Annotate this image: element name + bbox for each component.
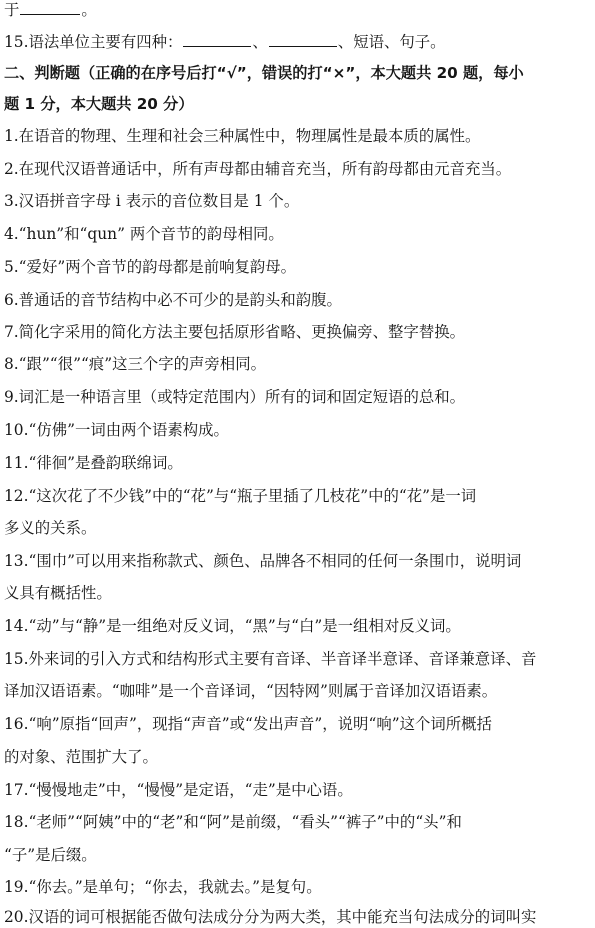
question-15: 15.外来词的引入方式和结构形式主要有音译、半音译半意译、音译兼意译、音 [4,650,537,668]
question-4: 4.“hun”和“qun” 两个音节的韵母相同。 [4,225,284,243]
question-13-cont: 义具有概括性。 [4,584,112,602]
question-12-cont: 多义的关系。 [4,519,97,537]
answer-blank[interactable] [183,31,251,47]
question-2: 2.在现代汉语普通话中，所有声母都由辅音充当，所有韵母都由元音充当。 [4,160,512,178]
section-heading-cont: 题 1 分，本大题共 20 分） [4,95,194,113]
question-1: 1.在语音的物理、生理和社会三种属性中，物理属性是最本质的属性。 [4,127,481,145]
question-15-tail: 、短语、句子。 [337,33,446,51]
question-16-cont: 的对象、范围扩大了。 [4,748,158,766]
prev-question-tail [4,0,592,21]
question-15-fill-in [4,31,592,53]
section-heading: 二、判断题（正确的在序号后打“√”，错误的打“×”，本大题共 20 题，每小 [4,64,524,82]
question-3: 3.汉语拼音字母 i 表示的音位数目是 1 个。 [4,192,300,210]
question-7: 7.简化字采用的简化方法主要包括原形省略、更换偏旁、整字替换。 [4,323,466,341]
question-13: 13.“围巾”可以用来指称款式、颜色、品牌各不相同的任何一条围巾，说明词 [4,552,522,570]
question-15-cont: 译加汉语语素。“咖啡”是一个音译词，“因特网”则属于音译加汉语语素。 [4,682,498,700]
question-20: 20.汉语的词可根据能否做句法成分分为两大类，其中能充当句法成分的词叫实 [4,908,537,926]
answer-blank[interactable] [269,31,337,47]
question-17: 17.“慢慢地走”中，“慢慢”是定语，“走”是中心语。 [4,781,353,799]
question-15-text: 15.语法单位主要有四种： [4,33,183,51]
prev-question-prefix: 于 [4,1,20,19]
prev-question-suffix: 。 [81,1,97,19]
question-18-cont: “子”是后缀。 [4,846,97,864]
question-6: 6.普通话的音节结构中必不可少的是韵头和韵腹。 [4,291,342,309]
question-5: 5.“爱好”两个音节的韵母都是前响复韵母。 [4,258,297,276]
question-18: 18.“老师”“阿姨”中的“老”和“阿”是前缀，“看头”“裤子”中的“头”和 [4,813,462,831]
question-14: 14.“动”与“静”是一组绝对反义词，“黑”与“白”是一组相对反义词。 [4,617,461,635]
question-19: 19.“你去。”是单句；“你去，我就去。”是复句。 [4,878,322,896]
question-11: 11.“徘徊”是叠韵联绵词。 [4,454,183,472]
question-16: 16.“响”原指“回声”，现指“声音”或“发出声音”，说明“响”这个词所概括 [4,715,492,733]
question-12: 12.“这次花了不少钱”中的“花”与“瓶子里插了几枝花”中的“花”是一词 [4,487,477,505]
question-9: 9.词汇是一种语言里（或特定范围内）所有的词和固定短语的总和。 [4,388,466,406]
question-10: 10.“仿佛”一词由两个语素构成。 [4,421,229,439]
separator: 、 [252,33,268,51]
question-8: 8.“跟”“很”“痕”这三个字的声旁相同。 [4,355,266,373]
answer-blank[interactable] [20,0,80,15]
